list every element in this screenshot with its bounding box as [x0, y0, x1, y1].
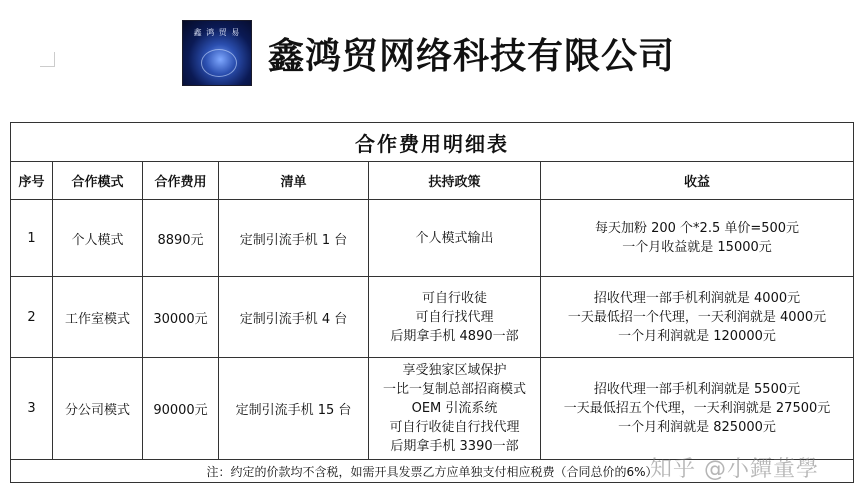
policy-line: 可自行找代理 — [415, 309, 494, 325]
policy-line: 后期拿手机 3390一部 — [390, 439, 519, 454]
watermark: 知乎 @小鐔董學 — [650, 457, 819, 482]
policy-line: 一比一复制总部招商模式 — [382, 382, 526, 397]
policy-line: OEM 引流系统 — [411, 401, 498, 416]
policy-line: 后期拿手机 4890一部 — [390, 328, 519, 344]
income-line: 一个月收益就是 15000元 — [622, 240, 772, 255]
support-policy — [369, 277, 541, 358]
fee-table — [10, 122, 854, 483]
company-logo — [182, 20, 252, 86]
table-header-row — [11, 162, 854, 200]
cooperation-fee: 90000元 — [143, 358, 219, 460]
table-title: 合作费用明细表 — [11, 123, 854, 162]
income-line: 招收代理一部手机利润就是 4000元 — [593, 290, 801, 306]
policy-line: 享受独家区域保护 — [402, 363, 507, 378]
item-list: 定制引流手机 4 台 — [219, 277, 369, 358]
column-header-mode: 合作模式 — [53, 162, 143, 200]
cooperation-fee: 30000元 — [143, 277, 219, 358]
income-line: 一个月利润就是 120000元 — [618, 328, 776, 344]
policy-line: 个人模式输出 — [415, 230, 494, 246]
cooperation-fee: 8890元 — [143, 200, 219, 277]
table-footnote: 注：约定的价款均不含税，如需开具发票乙方应单独支付相应税费（合同总价的6%） — [11, 460, 854, 483]
table-row — [11, 277, 854, 358]
income-line: 每天加粉 200 个*2.5 单价=500元 — [594, 221, 800, 236]
income-line: 招收代理一部手机利润就是 5500元 — [593, 382, 801, 397]
cooperation-mode: 个人模式 — [53, 200, 143, 277]
income-line: 一天最低招五个代理，一天利润就是 27500元 — [563, 401, 831, 416]
support-policy — [369, 200, 541, 277]
column-header-policy: 扶持政策 — [369, 162, 541, 200]
column-header-income: 收益 — [541, 162, 854, 200]
row-number: 2 — [11, 277, 53, 358]
column-header-fee: 合作费用 — [143, 162, 219, 200]
income — [541, 277, 854, 358]
income-line: 一天最低招一个代理，一天利润就是 4000元 — [567, 309, 827, 325]
logo-emblem — [201, 49, 237, 77]
cooperation-mode: 分公司模式 — [53, 358, 143, 460]
row-number: 3 — [11, 358, 53, 460]
column-header-list: 清单 — [219, 162, 369, 200]
income — [541, 358, 854, 460]
item-list: 定制引流手机 15 台 — [219, 358, 369, 460]
column-header-no: 序号 — [11, 162, 53, 200]
table-row — [11, 200, 854, 277]
company-name: 鑫鸿贸网络科技有限公司 — [268, 36, 676, 77]
item-list: 定制引流手机 1 台 — [219, 200, 369, 277]
policy-line: 可自行收徒 — [421, 290, 487, 306]
policy-line: 可自行收徒自行找代理 — [389, 420, 520, 435]
corner-mark — [40, 52, 55, 67]
income-line: 一个月利润就是 825000元 — [618, 420, 776, 435]
table-row — [11, 358, 854, 460]
support-policy — [369, 358, 541, 460]
logo-text: 鑫 鸿 贸 易 — [193, 28, 241, 37]
income — [541, 200, 854, 277]
row-number: 1 — [11, 200, 53, 277]
document-header — [0, 0, 865, 118]
cooperation-mode: 工作室模式 — [53, 277, 143, 358]
